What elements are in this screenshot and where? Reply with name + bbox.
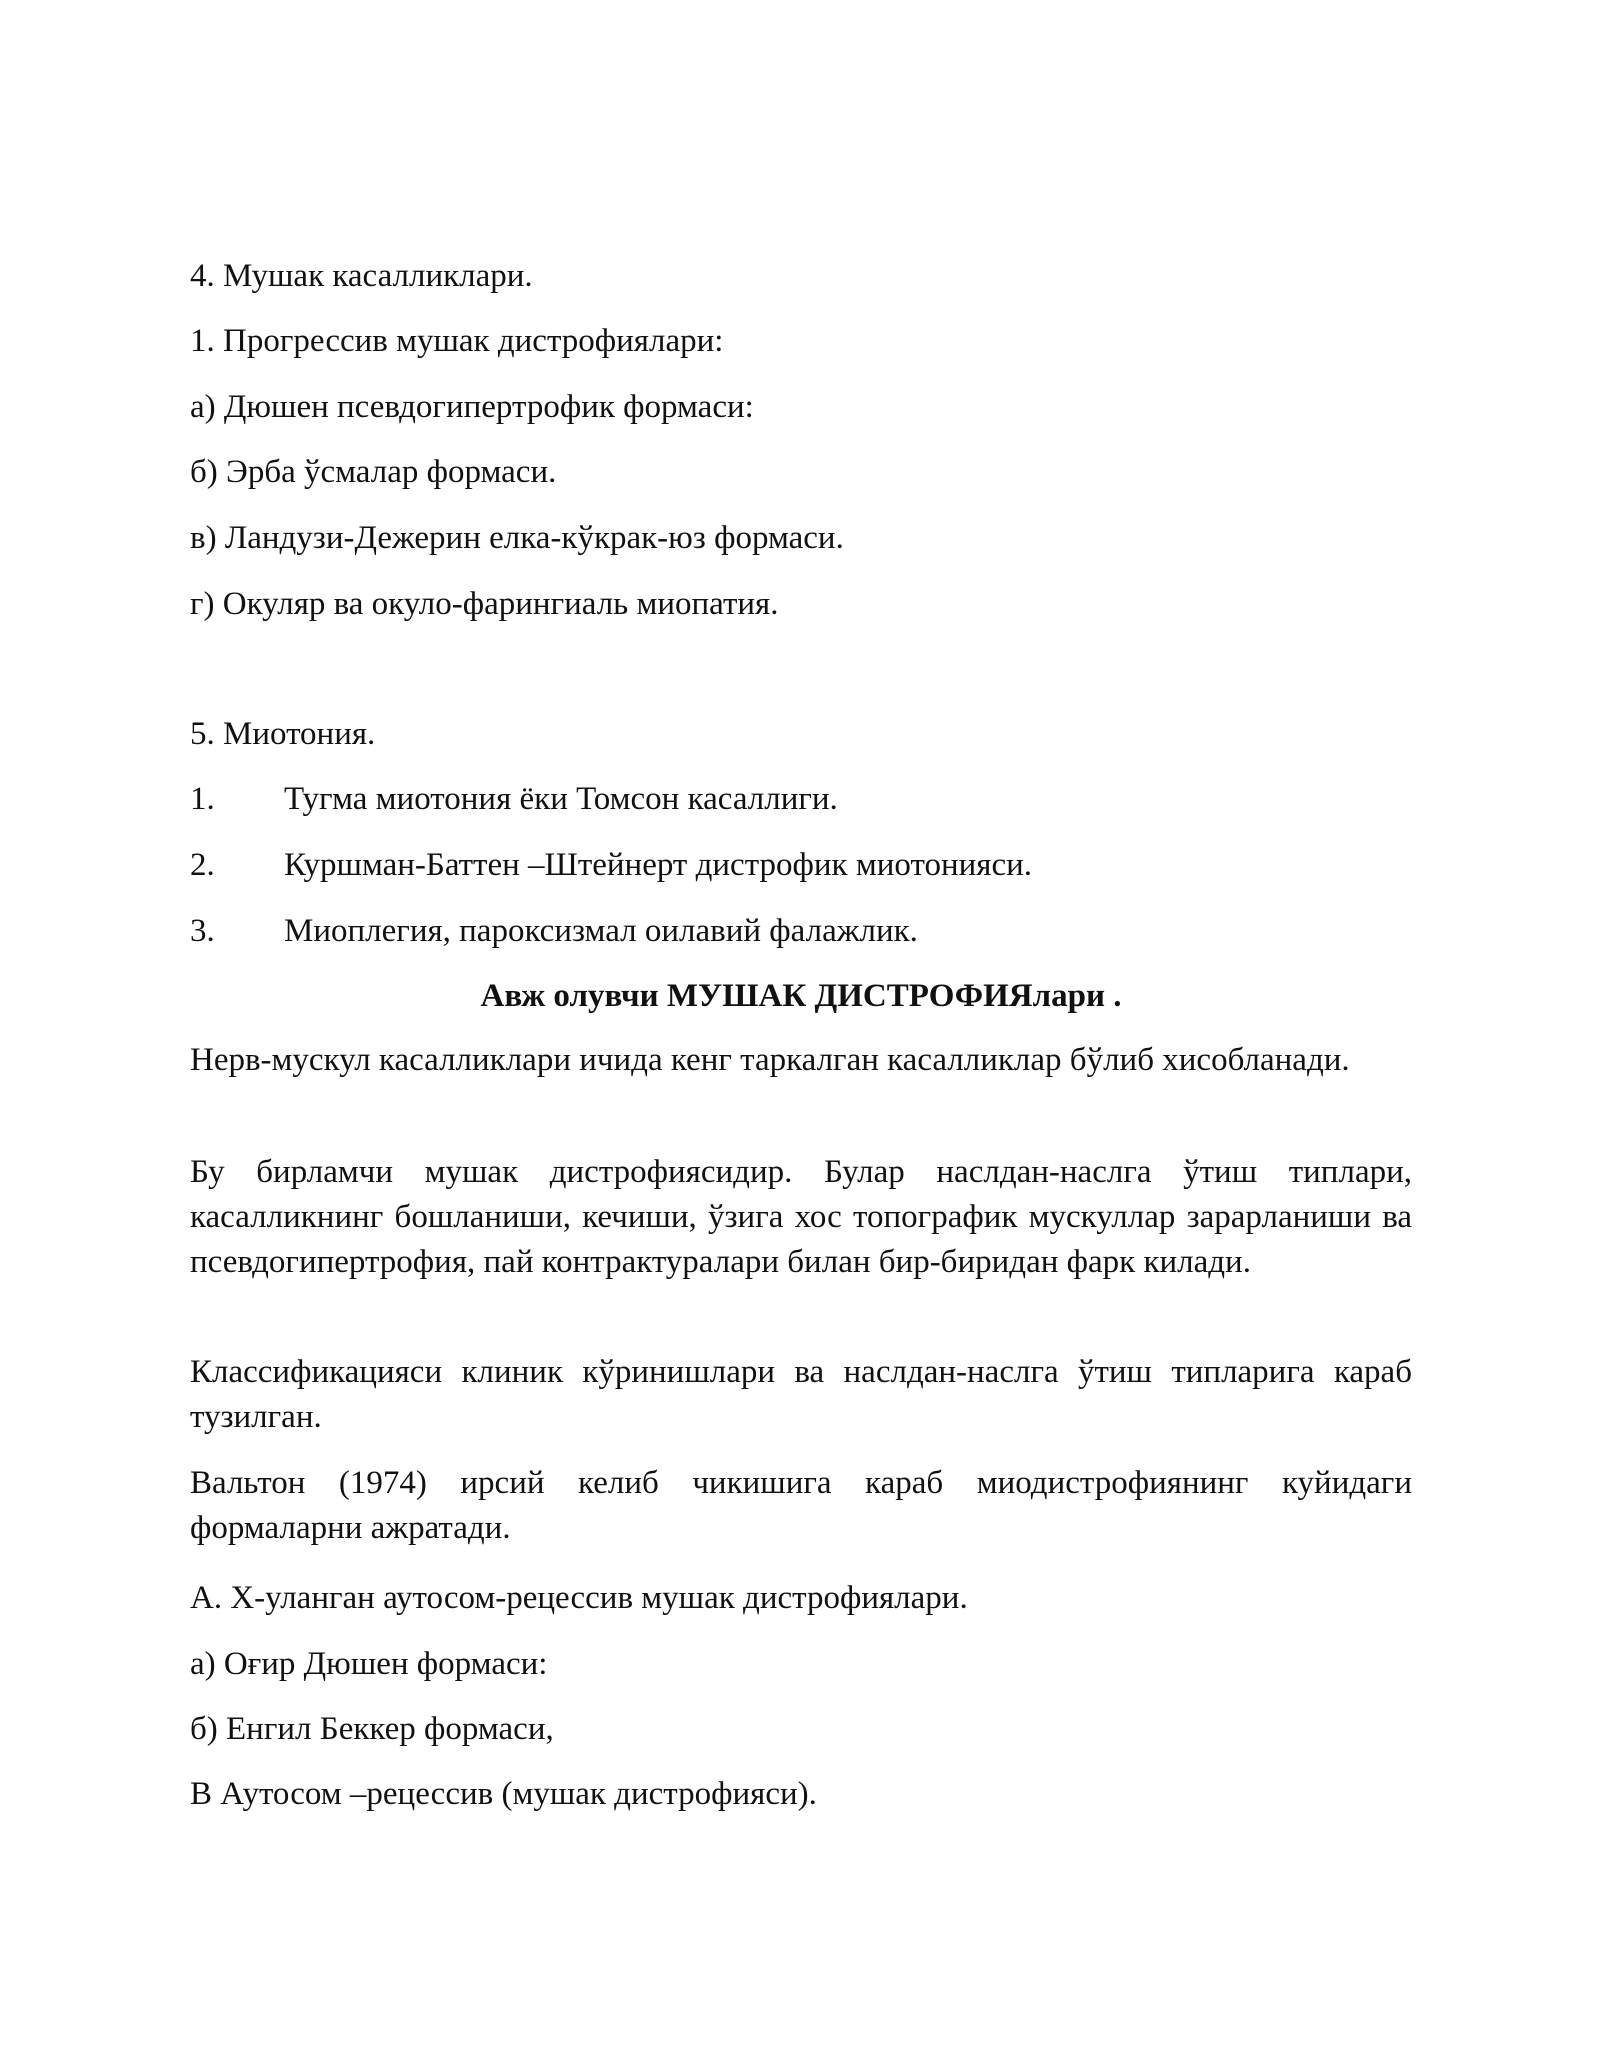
list-number: 2. [190, 847, 215, 883]
paragraph-2: Бу бирламчи мушак дистрофиясидир. Булар наслдан-наслга ўтиш типлари, касалликнинг бошланиши, кечиши, ўзига хос топографик мускуллар зарарланиши ва псевдогипертрофия, пай контрактуралари билан бир-биридан фарк килади. [190, 1154, 1412, 1280]
section-4-item-c: в) Ландузи-Дежерин елка-кўкрак-юз формаси. [190, 520, 844, 556]
list-text: Куршман-Баттен –Штейнерт дистрофик миотонияси. [284, 847, 1032, 883]
paragraph-1: Нерв-мускул касалликлари ичида кенг таркалган касалликлар бўлиб хисобланади. [190, 1042, 1350, 1078]
classification-b: В Аутосом –рецессив (мушак дистрофияси). [190, 1776, 817, 1812]
section-4-item-a: а) Дюшен псевдогипертрофик формаси: [190, 389, 754, 425]
list-text: Тугма миотония ёки Томсон касаллиги. [284, 781, 838, 817]
section-5-title: 5. Миотония. [190, 716, 376, 752]
paragraph-3: Классификацияси клиник кўринишлари ва наслдан-наслга ўтиш типларига караб тузилган. [190, 1354, 1412, 1435]
list-text: Миоплегия, пароксизмал оилавий фалажлик. [284, 913, 918, 949]
classification-a-item-b: б) Енгил Беккер формаси, [190, 1711, 554, 1747]
section-4-item-d: г) Окуляр ва окуло-фарингиаль миопатия. [190, 586, 779, 622]
section-4-title: 4. Мушак касалликлари. [190, 258, 533, 294]
section-5-item-3 [190, 911, 1190, 951]
article-heading: Авж олувчи МУШАК ДИСТРОФИЯлари . [480, 978, 1122, 1014]
section-4-item-b: б) Эрба ўсмалар формаси. [190, 454, 557, 490]
classification-a: А. Х-уланган аутосом-рецессив мушак дистрофиялари. [190, 1580, 968, 1616]
list-number: 3. [190, 913, 215, 949]
paragraph-4: Вальтон (1974) ирсий келиб чикишига караб миодистрофиянинг куйидаги формаларни ажратади. [190, 1465, 1412, 1546]
section-4-subtitle: 1. Прогрессив мушак дистрофиялари: [190, 323, 724, 359]
section-5-item-1 [190, 779, 1190, 819]
section-5-item-2 [190, 845, 1190, 885]
classification-a-item-a: а) Оғир Дюшен формаси: [190, 1646, 548, 1682]
list-number: 1. [190, 781, 215, 817]
